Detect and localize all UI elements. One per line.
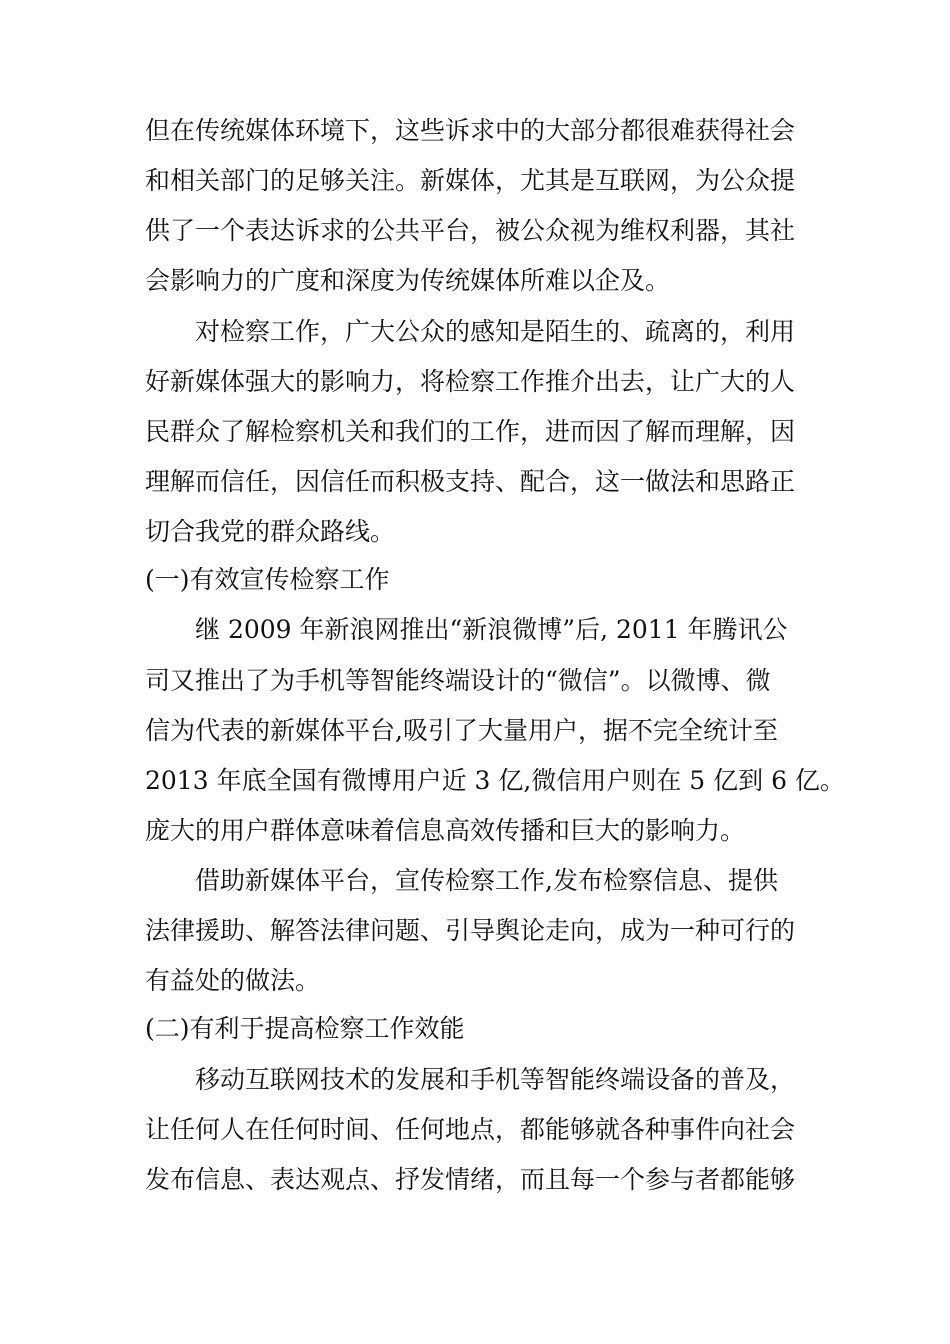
paragraph-first-line: 对检察工作，广大公众的感知是陌生的、疏离的，利用 (195, 317, 796, 346)
text-line: 民群众了解检察机关和我们的工作，进而因了解而理解，因 (145, 417, 796, 446)
text-line: 发布信息、表达观点、抒发情绪，而且每一个参与者都能够 (145, 1165, 796, 1194)
section-heading: (二)有利于提高检察工作效能 (145, 1014, 465, 1043)
text-line: 和相关部门的足够关注。新媒体，尤其是互联网，为公众提 (145, 166, 796, 195)
text-line: 信为代表的新媒体平台,吸引了大量用户，据不完全统计至 (145, 716, 778, 745)
paragraph-first-line: 移动互联网技术的发展和手机等智能终端设备的普及， (195, 1065, 796, 1094)
text-line: 切合我党的群众路线。 (145, 517, 396, 546)
text-line: 司又推出了为手机等智能终端设计的“微信”。以微博、微 (145, 666, 771, 695)
text-line: 让任何人在任何时间、任何地点，都能够就各种事件向社会 (145, 1115, 796, 1144)
text-line: 会影响力的广度和深度为传统媒体所难以企及。 (145, 266, 671, 295)
paragraph-first-line: 借助新媒体平台，宣传检察工作,发布检察信息、提供 (195, 866, 778, 895)
text-line: 理解而信任，因信任而积极支持、配合，这一做法和思路正 (145, 467, 796, 496)
paragraph-first-line: 继 2009 年新浪网推出“新浪微博”后, 2011 年腾讯公 (195, 615, 788, 644)
text-line: 但在传统媒体环境下，这些诉求中的大部分都很难获得社会 (145, 116, 796, 145)
text-line: 庞大的用户群体意味着信息高效传播和巨大的影响力。 (145, 816, 746, 845)
text-line: 有益处的做法。 (145, 966, 321, 995)
text-line: 2013 年底全国有微博用户近 3 亿,微信用户则在 5 亿到 6 亿。 (145, 766, 845, 795)
text-line: 供了一个表达诉求的公共平台，被公众视为维权利器，其社 (145, 216, 796, 245)
section-heading: (一)有效宣传检察工作 (145, 565, 390, 594)
text-line: 好新媒体强大的影响力，将检察工作推介出去，让广大的人 (145, 367, 796, 396)
text-line: 法律援助、解答法律问题、引导舆论走向，成为一种可行的 (145, 916, 796, 945)
